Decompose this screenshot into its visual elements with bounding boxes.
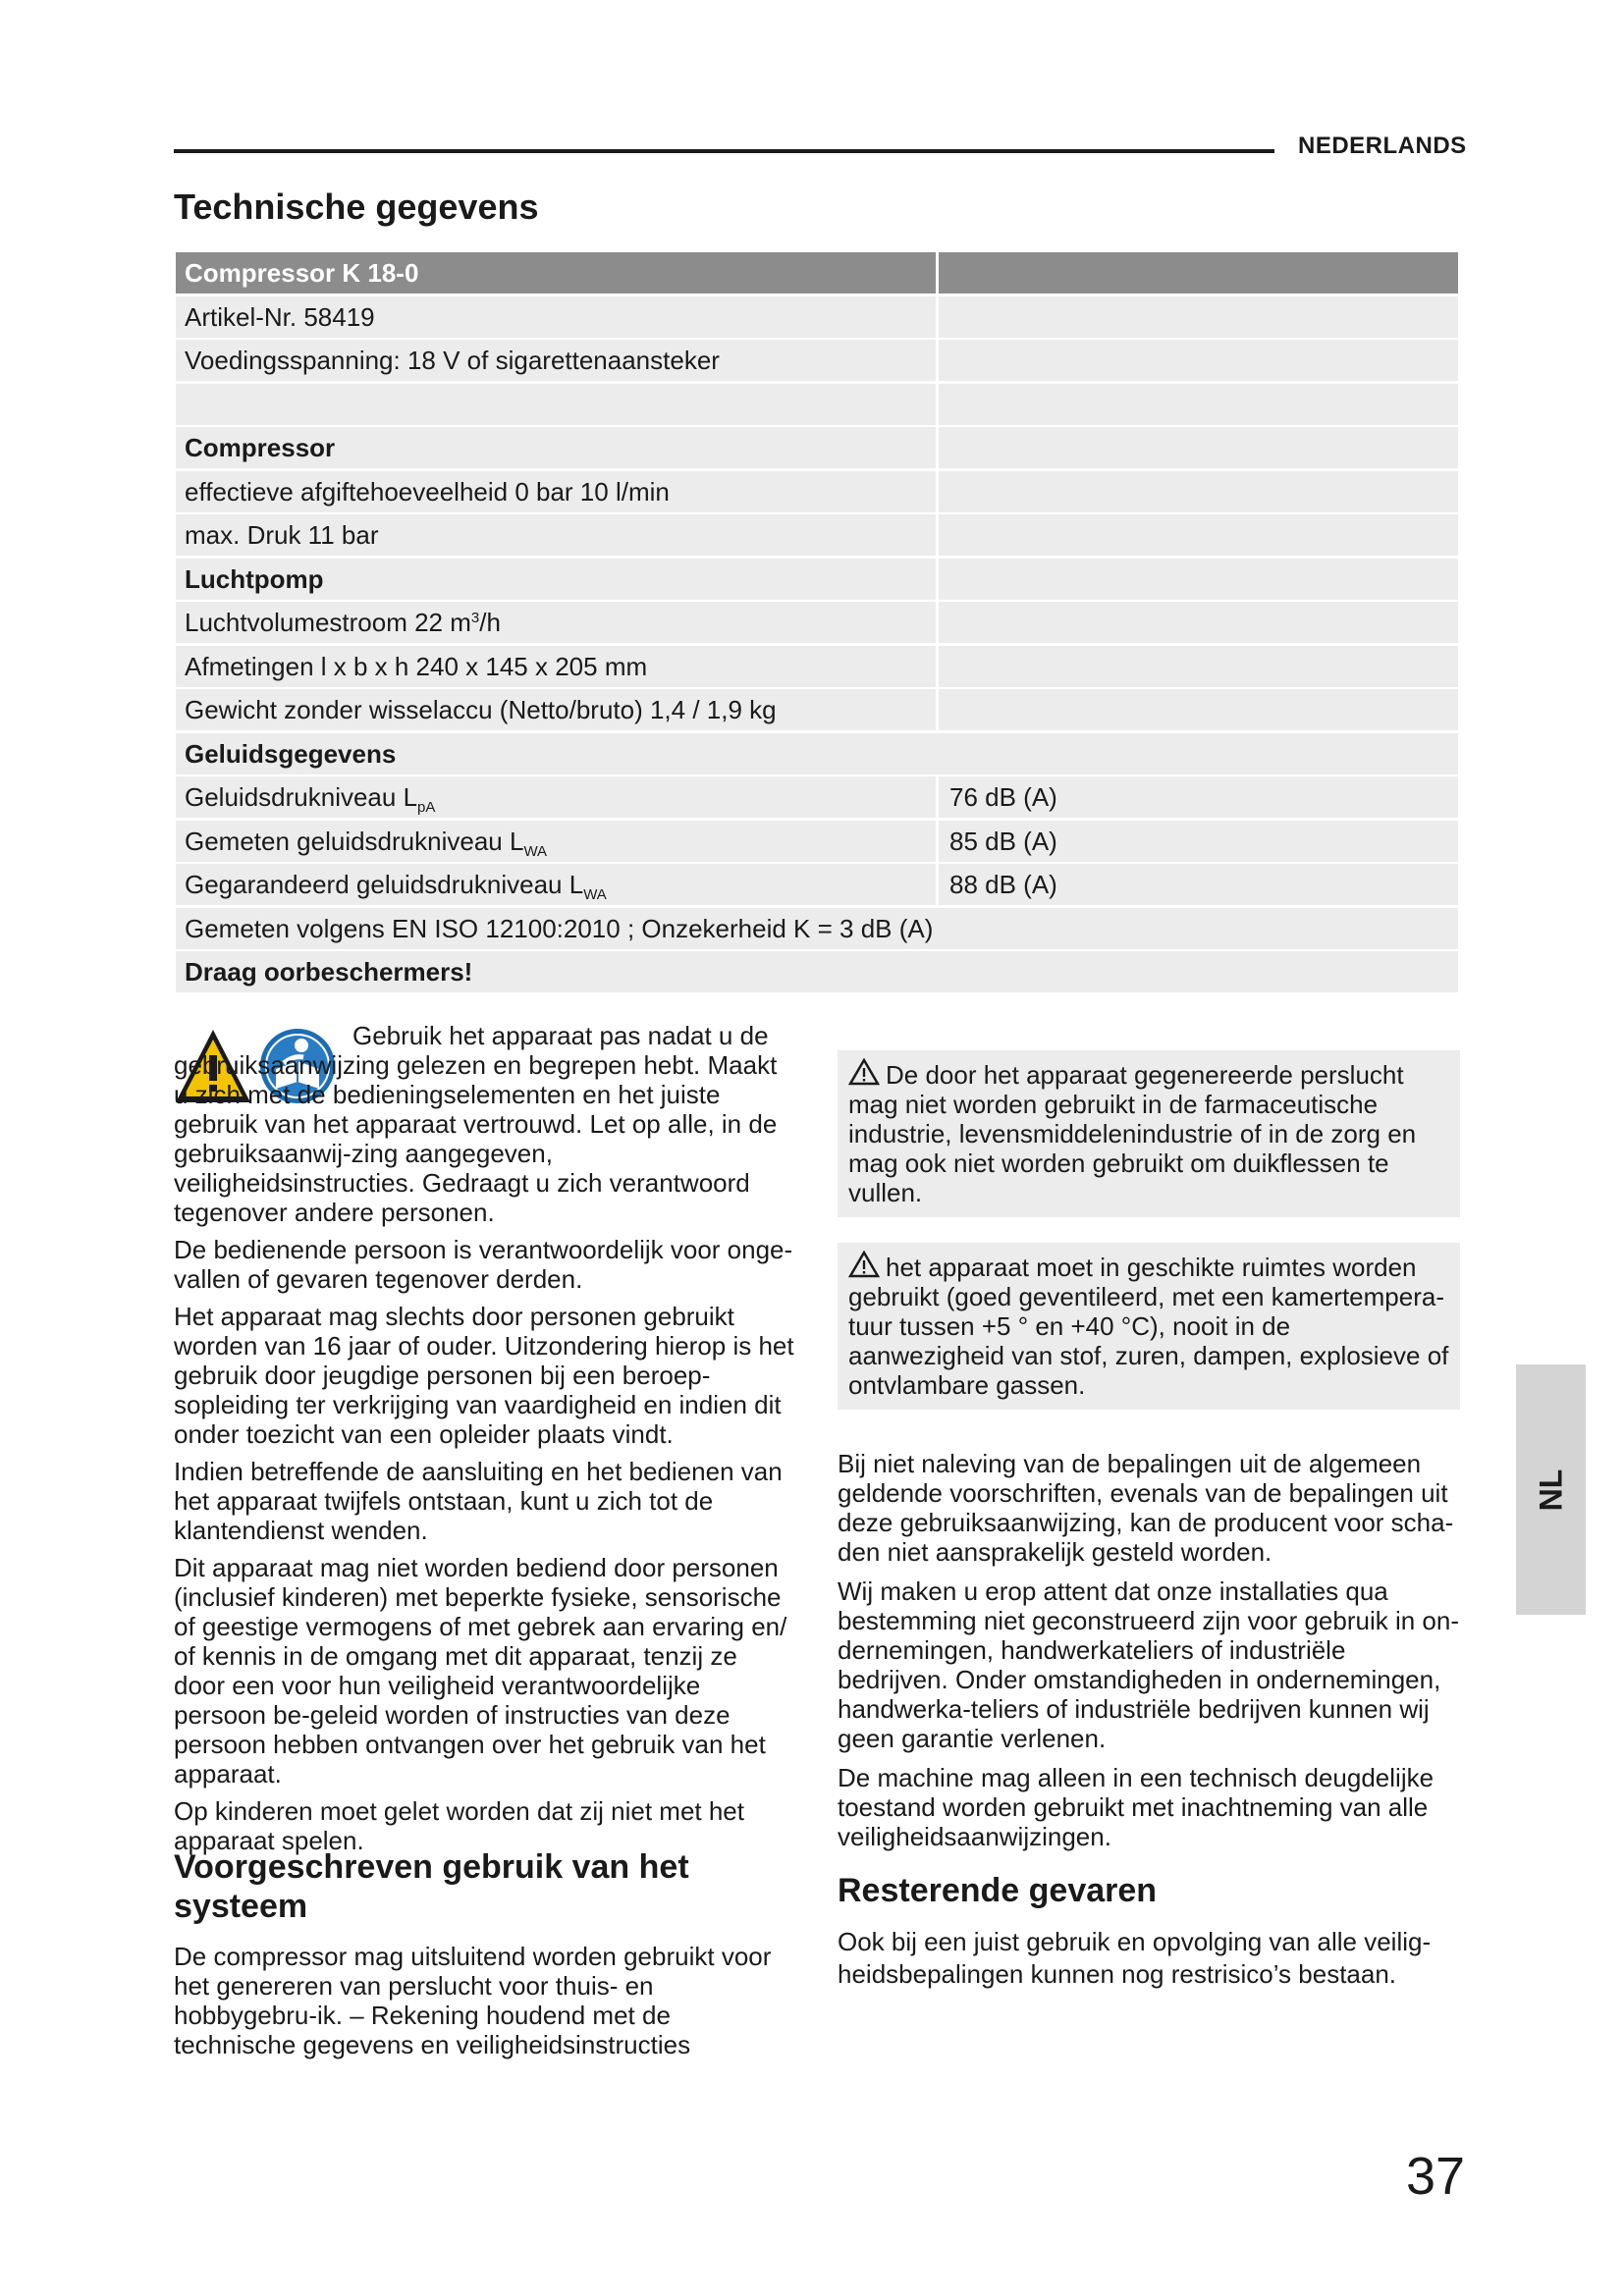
table-row	[176, 864, 1458, 907]
right-column	[838, 1050, 1460, 1861]
table-row	[176, 602, 1458, 645]
warning-outline-icon	[848, 1251, 880, 1278]
paragraph: Wij maken u erop attent dat onze installaties qua bestemming niet geconstrueerd zijn voor gebruik in on-dernemingen, handwerkateliers of industriële bedrijven. Onder omstandigheden in ondernemingen, handwerka-teliers of industriële bedrijven kunnen wij geen garantie verlenen.	[838, 1576, 1460, 1753]
noise-label-cell: Gegarandeerd geluidsdrukniveau $L_{WA}$	[176, 864, 936, 905]
note-box	[838, 1050, 1460, 1217]
table-row	[176, 559, 1458, 602]
paragraph: Dit apparaat mag niet worden bediend door personen (inclusief kinderen) met beperkte fysieke, sensorische of geestige vermogens of met gebrek aan ervaring en/ of kennis in de omgang met dit apparaat, tenzij ze door een voor hun veiligheid verantwoordelijke persoon be-geleid worden of instructies van deze persoon hebben ontvangen over het gebruik van het apparaat.	[174, 1553, 787, 1789]
noise-label-cell: Geluidsdrukniveau $L_{pA}$	[176, 776, 936, 818]
paragraph: Indien betreffende de aansluiting en het bedienen van het apparaat twijfels ontstaan, kunt u zich tot de klantendienst wenden.	[174, 1457, 783, 1545]
page-number: 37	[1406, 2147, 1466, 2206]
effective-output: effectieve afgiftehoeveelheid 0 bar 10 l/min	[176, 471, 936, 512]
compressor-label: Compressor	[176, 427, 936, 468]
article-number: Artikel-Nr. 58419	[176, 296, 936, 338]
air-volume: Luchtvolumestroom 22 $m^3/h$	[176, 602, 936, 643]
usage-title: Voorgeschreven gebruik van het systeem	[174, 1848, 689, 1925]
note-box	[838, 1243, 1460, 1410]
spec-table	[176, 252, 1458, 995]
table-title: Compressor K 18-0	[176, 252, 936, 294]
noise-label: Geluidsgegevens	[176, 733, 1458, 774]
ear-protection-note: Draag oorbeschermers!	[176, 951, 1458, 992]
table-row	[176, 646, 1458, 689]
paragraph: De bedienende persoon is verantwoordelijk voor onge-vallen of gevaren tegenover derden.	[174, 1235, 793, 1294]
noise-value: 85 dB (A)	[939, 821, 1458, 862]
intro-paragraph: Gebruik het apparaat pas nadat u de gebruiksaanwijzing gelezen en begrepen hebt. Maakt u zich met de bedieningselementen en het juiste gebruik van het apparaat vertrouwd. Let op alle, in de gebruiksaanwij-zing aangegeven, veiligheidsinstructies. Gedraagt u zich verantwoord tegenover andere personen.	[174, 1021, 778, 1227]
risks-paragraph: Ook bij een juist gebruik en opvolging van alle veilig-heidsbepalingen kunnen nog restrisico’s bestaan.	[838, 1927, 1432, 1989]
note-text: De door het apparaat gegenereerde perslucht mag niet worden gebruikt in de farmaceutische industrie, levensmiddelenindustrie of in de zorg en mag ook niet worden gebruikt om duikflessen te vullen.	[848, 1060, 1417, 1207]
side-tab-label: NL	[1533, 1468, 1568, 1511]
measured-note: Gemeten volgens EN ISO 12100:2010 ; Onzekerheid K = 3 dB (A)	[176, 908, 1458, 949]
table-row	[176, 821, 1458, 864]
table-row	[176, 733, 1458, 776]
language-side-tab	[1516, 1364, 1586, 1615]
table-row	[176, 471, 1458, 514]
language-label: NEDERLANDS	[1298, 133, 1467, 159]
usage-paragraph: De compressor mag uitsluitend worden gebruikt voor het genereren van perslucht voor thuis- en hobbygebru-ik. – Rekening houdend met de technische gegevens en veiligheidsinstructies	[174, 1942, 772, 2059]
paragraph: Bij niet naleving van de bepalingen uit de algemeen geldende voorschriften, evenals van de bepalingen uit deze gebruiksaanwijzing, kan de producent voor scha-den niet aansprakelijk gesteld worden.	[838, 1449, 1454, 1567]
table-row	[176, 384, 1458, 427]
noise-value: 88 dB (A)	[939, 864, 1458, 905]
risks-title: Resterende gevaren	[838, 1872, 1158, 1909]
table-row	[176, 951, 1458, 994]
table-row	[176, 340, 1458, 383]
table-row	[176, 427, 1458, 470]
table-header-row	[176, 252, 1458, 295]
supply-voltage: Voedingsspanning: 18 V of sigarettenaansteker	[176, 340, 936, 381]
left-column	[174, 1021, 794, 1863]
noise-label-cell: Gemeten geluidsdrukniveau $L_{WA}$	[176, 821, 936, 862]
right-body	[838, 1449, 1460, 1851]
warning-outline-icon	[848, 1058, 880, 1086]
paragraph: De machine mag alleen in een technisch deugdelijke toestand worden gebruikt met inachtneming van alle veiligheidsaanwijzingen.	[838, 1763, 1435, 1851]
header-rule	[174, 149, 1274, 153]
note-text: het apparaat moet in geschikte ruimtes worden gebruikt (goed geventileerd, met een kamertempera-tuur tussen +5 ° en +40 °C), nooit in de aanwezigheid van stof, zuren, dampen, explosieve of ontvlambare gassen.	[848, 1253, 1449, 1400]
paragraph: Op kinderen moet gelet worden dat zij niet met het apparaat spelen.	[174, 1796, 744, 1855]
table-row	[176, 296, 1458, 340]
table-row	[176, 776, 1458, 820]
paragraph: Het apparaat mag slechts door personen gebruikt worden van 16 jaar of ouder. Uitzondering hierop is het gebruik door jeugdige personen bij een beroep-sopleiding ter verkrijging van vaardigheid en indien dit onder toezicht van een opleider plaats vindt.	[174, 1302, 794, 1449]
table-row	[176, 689, 1458, 732]
air-pump-label: Luchtpomp	[176, 559, 936, 600]
noise-value: 76 dB (A)	[939, 776, 1458, 818]
max-pressure: max. Druk 11 bar	[176, 514, 936, 556]
table-row	[176, 514, 1458, 558]
table-row	[176, 908, 1458, 951]
section-title: Technische gegevens	[174, 187, 539, 227]
weight: Gewicht zonder wisselaccu (Netto/bruto) 1,4 / 1,9 kg	[176, 689, 936, 730]
dimensions: Afmetingen l x b x h 240 x 145 x 205 mm	[176, 646, 936, 687]
